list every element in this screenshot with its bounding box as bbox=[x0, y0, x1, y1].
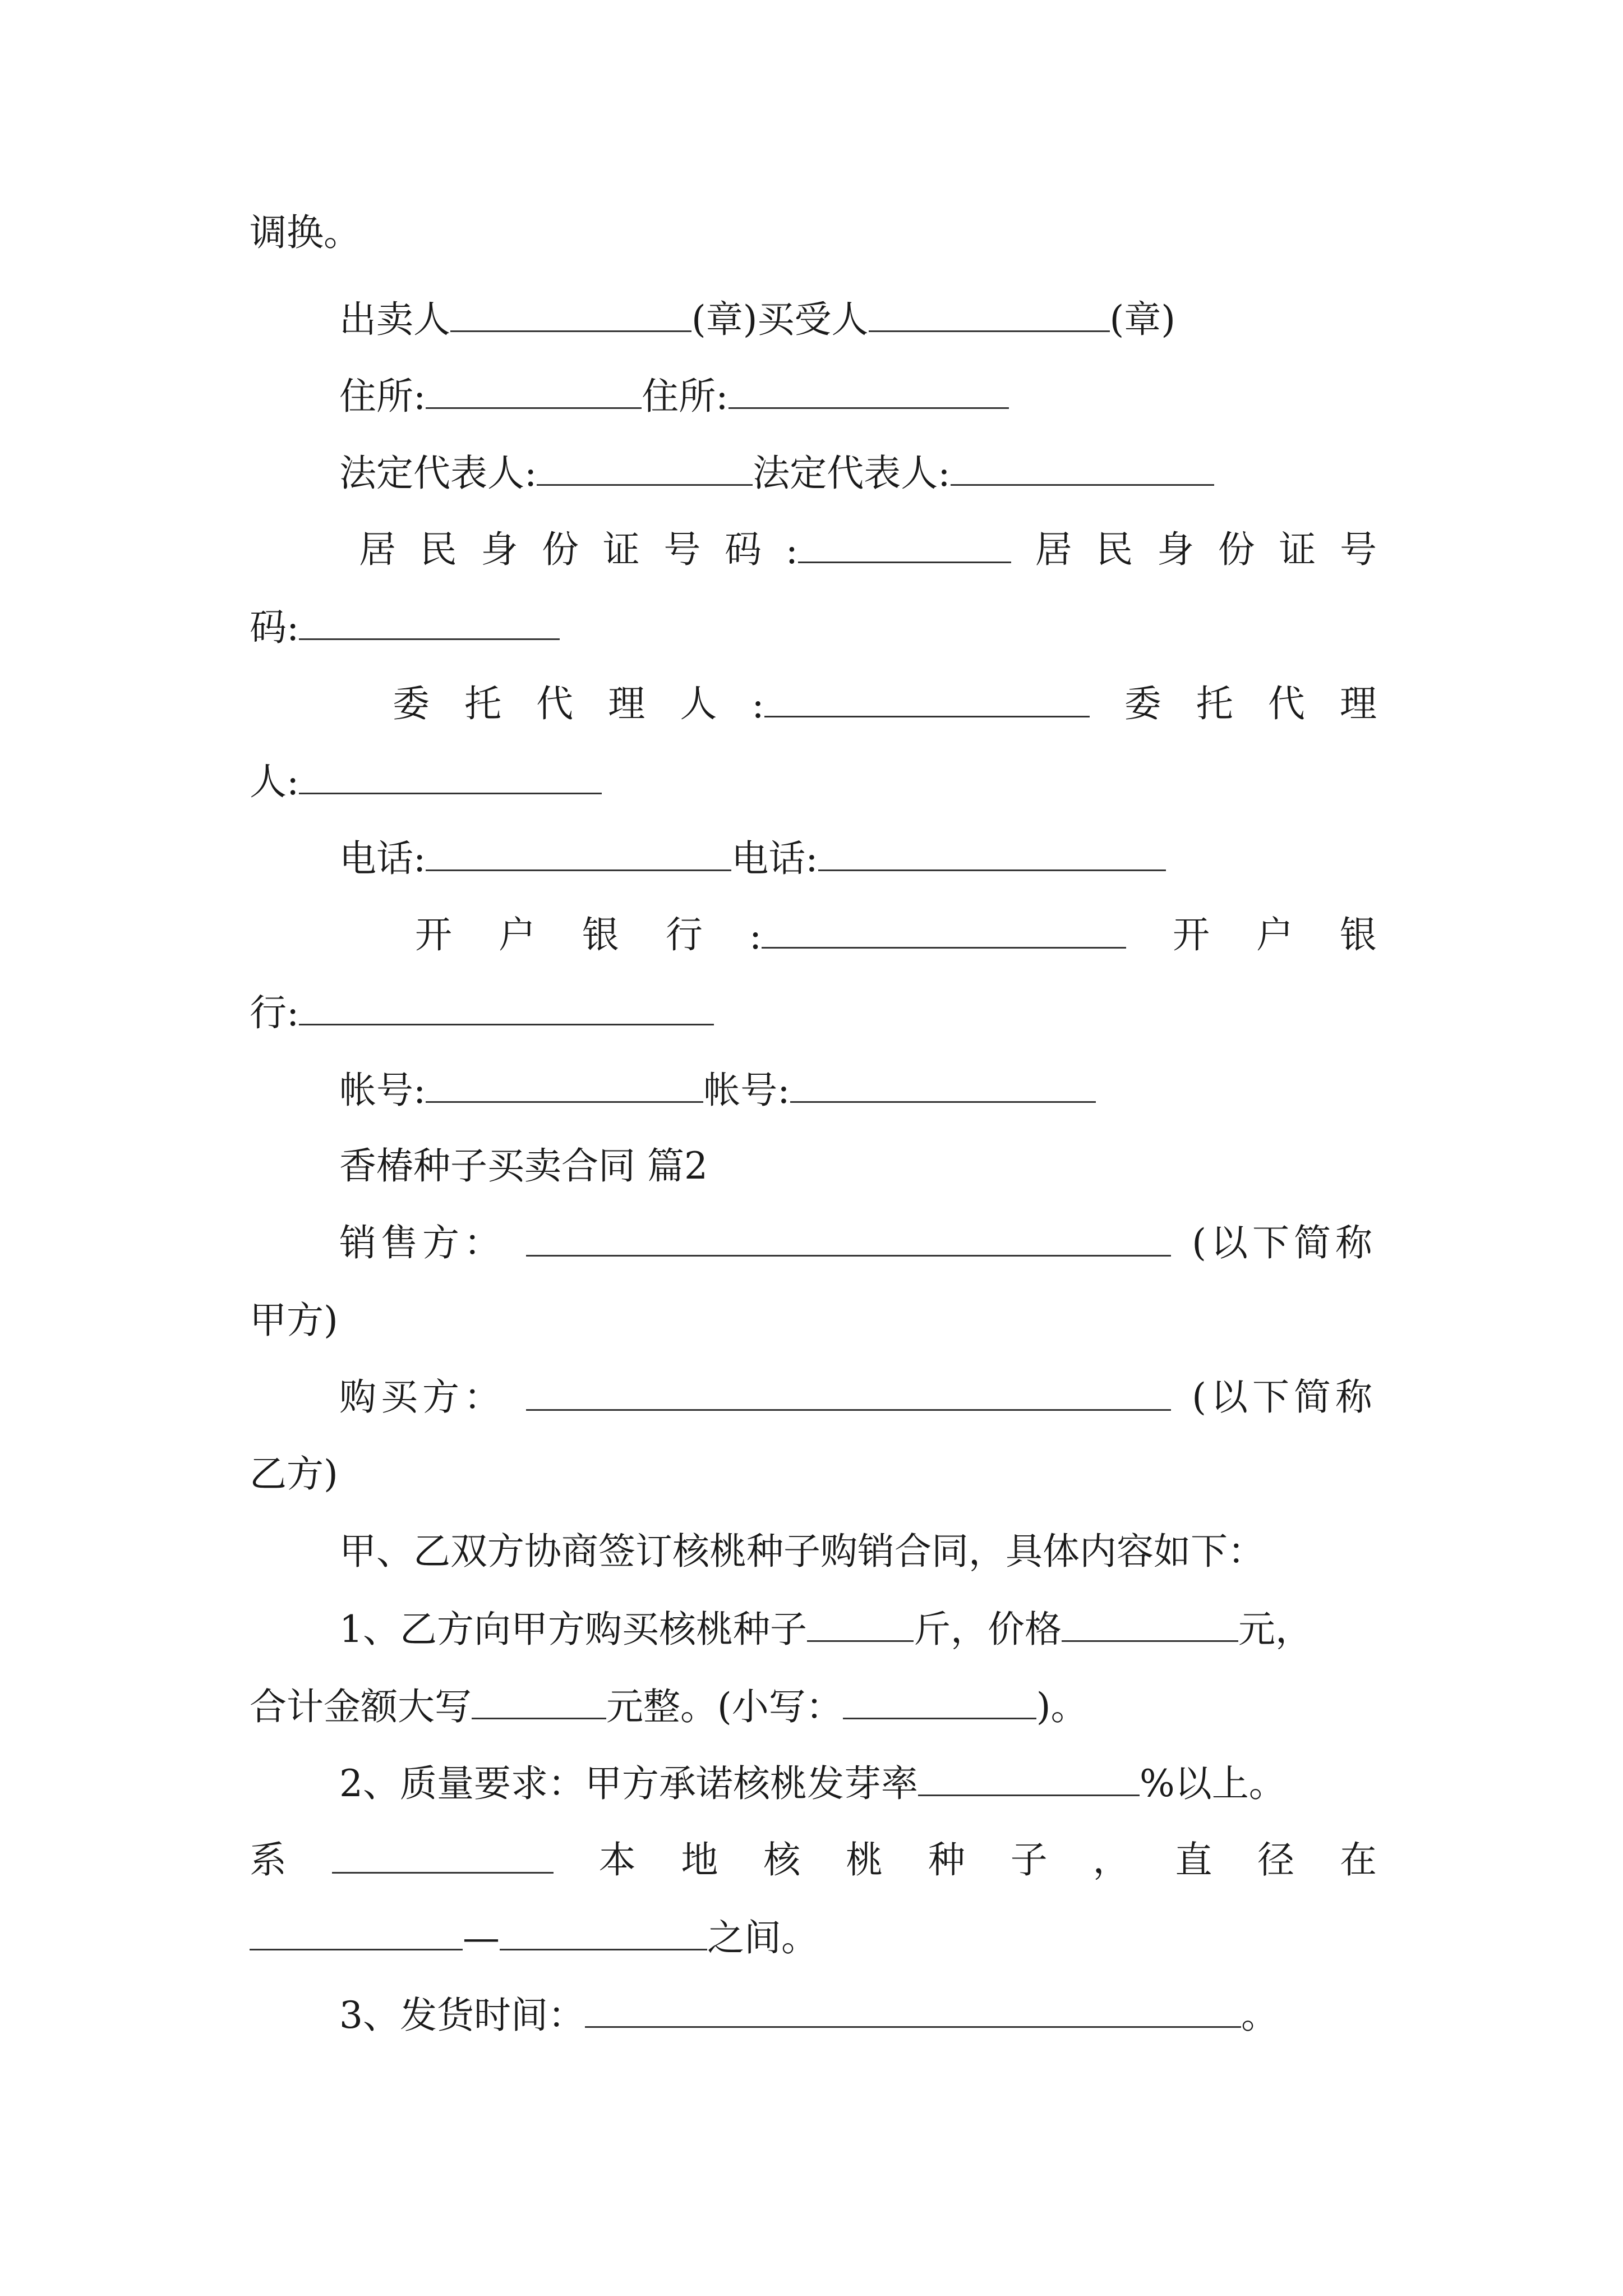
blank-field bbox=[790, 1064, 1096, 1103]
agent-line bbox=[393, 679, 1377, 729]
doc-char: 委 bbox=[1124, 682, 1161, 725]
doc-char: : bbox=[785, 529, 798, 572]
blank-field bbox=[728, 370, 1009, 409]
blank-field bbox=[299, 601, 560, 640]
doc-text: 帐号: bbox=[339, 1069, 426, 1112]
clause-1-line bbox=[339, 1603, 1312, 1654]
doc-text: 电话: bbox=[339, 837, 426, 880]
blank-field bbox=[426, 1064, 703, 1103]
clause-2-line bbox=[339, 1757, 1286, 1808]
buyer-party-line bbox=[339, 1372, 1377, 1423]
doc-text: )。 bbox=[1036, 1685, 1088, 1728]
doc-char: 委 bbox=[393, 682, 430, 725]
doc-char: : bbox=[751, 683, 764, 726]
doc-char: 民 bbox=[1096, 528, 1133, 571]
doc-text: (章)买受人 bbox=[691, 298, 869, 341]
doc-char: 开 bbox=[1173, 913, 1210, 956]
doc-line bbox=[250, 1449, 338, 1499]
blank-field bbox=[869, 293, 1110, 332]
address-line bbox=[339, 370, 1009, 421]
blank-field bbox=[807, 1603, 914, 1642]
doc-char: 证 bbox=[1279, 528, 1316, 571]
doc-char: 份 bbox=[1218, 528, 1255, 571]
doc-char: 理 bbox=[608, 682, 645, 725]
doc-char: 理 bbox=[1339, 682, 1377, 725]
clause-3-line bbox=[339, 1989, 1278, 2040]
doc-char: 号 bbox=[1339, 528, 1377, 571]
legal-rep-line bbox=[339, 447, 1214, 498]
doc-text: 2、质量要求：甲方承诺核桃发芽率 bbox=[339, 1762, 918, 1805]
doc-char: 径 bbox=[1257, 1838, 1295, 1881]
doc-char: 核 bbox=[763, 1838, 801, 1881]
doc-text: 出卖人 bbox=[339, 298, 450, 341]
doc-text: — bbox=[463, 1916, 500, 1959]
doc-char: 开 bbox=[415, 913, 452, 956]
doc-text: 法定代表人: bbox=[753, 452, 951, 495]
doc-char: 居 bbox=[1035, 528, 1072, 571]
doc-char: 码 bbox=[725, 528, 762, 571]
doc-text: (章) bbox=[1109, 298, 1175, 341]
doc-char: 子 bbox=[1010, 1838, 1048, 1881]
doc-text: 香椿种子买卖合同 篇2 bbox=[339, 1144, 708, 1188]
doc-char: 份 bbox=[542, 528, 579, 571]
doc-text: 斤，价格 bbox=[914, 1608, 1062, 1651]
doc-text: %以上。 bbox=[1140, 1762, 1286, 1805]
doc-char: 银 bbox=[582, 913, 619, 956]
doc-char: 户 bbox=[1256, 913, 1293, 956]
doc-text: 之间。 bbox=[707, 1916, 818, 1959]
seller-party-line bbox=[339, 1218, 1377, 1268]
doc-char: 系 bbox=[250, 1838, 287, 1881]
doc-char: 身 bbox=[1156, 528, 1194, 571]
doc-char: 托 bbox=[1196, 682, 1233, 725]
section-heading bbox=[339, 1141, 708, 1191]
doc-char: 号 bbox=[663, 528, 701, 571]
blank-field bbox=[299, 987, 714, 1025]
blank-field bbox=[798, 524, 1011, 563]
clause-2-variety-line bbox=[250, 1835, 1377, 1885]
doc-text: 。 bbox=[1241, 1994, 1278, 2037]
doc-text: 电话: bbox=[731, 837, 818, 880]
blank-field bbox=[426, 370, 642, 409]
blank-field bbox=[299, 756, 602, 794]
doc-char: 托 bbox=[464, 682, 502, 725]
seller-signature-line bbox=[339, 293, 1175, 344]
doc-text: 住所: bbox=[339, 375, 426, 418]
doc-text: 码: bbox=[250, 606, 299, 649]
doc-char: 桃 bbox=[846, 1838, 883, 1881]
doc-char: 在 bbox=[1339, 1838, 1377, 1881]
doc-text: 乙方) bbox=[250, 1452, 338, 1496]
blank-field bbox=[472, 1681, 606, 1719]
blank-field bbox=[585, 1989, 1241, 2028]
blank-field bbox=[500, 1912, 707, 1950]
id-number-line bbox=[359, 524, 1377, 575]
doc-char: ， bbox=[1092, 1838, 1130, 1881]
blank-field bbox=[450, 293, 691, 332]
clause-1-amount-line bbox=[250, 1681, 1088, 1731]
clause-2-diameter-line bbox=[250, 1912, 818, 1962]
blank-field bbox=[843, 1681, 1036, 1719]
doc-char: 代 bbox=[536, 682, 574, 725]
doc-char: 种 bbox=[928, 1838, 965, 1881]
blank-field bbox=[526, 1218, 1171, 1257]
doc-line bbox=[250, 987, 714, 1037]
doc-char: 直 bbox=[1175, 1838, 1212, 1881]
phone-line bbox=[339, 832, 1166, 883]
doc-char: 证 bbox=[602, 528, 640, 571]
blank-field bbox=[426, 832, 731, 871]
blank-field bbox=[764, 679, 1090, 717]
doc-line bbox=[250, 756, 602, 806]
doc-char: 本 bbox=[598, 1838, 636, 1881]
doc-text: 法定代表人: bbox=[339, 452, 537, 495]
doc-text: 合计金额大写 bbox=[250, 1685, 472, 1728]
doc-text: 行: bbox=[250, 991, 299, 1034]
blank-field bbox=[537, 447, 753, 486]
doc-char: 户 bbox=[498, 913, 536, 956]
doc-text: (以下简称 bbox=[1192, 1375, 1377, 1419]
blank-field bbox=[762, 910, 1126, 949]
blank-field bbox=[918, 1757, 1140, 1796]
doc-char: 居 bbox=[359, 528, 396, 571]
doc-text: 3、发货时间： bbox=[339, 1994, 585, 2037]
doc-char: 民 bbox=[419, 528, 457, 571]
doc-char: : bbox=[749, 914, 762, 958]
doc-text: 销售方： bbox=[339, 1221, 505, 1264]
blank-field bbox=[818, 832, 1166, 871]
doc-char: 身 bbox=[481, 528, 518, 571]
bank-line bbox=[415, 910, 1377, 960]
doc-char: 代 bbox=[1267, 682, 1305, 725]
doc-text: 1、乙方向甲方购买核桃种子 bbox=[339, 1608, 807, 1651]
doc-text: 元， bbox=[1238, 1608, 1312, 1651]
account-line bbox=[339, 1064, 1096, 1115]
doc-line bbox=[250, 1295, 338, 1346]
doc-text: 元整。(小写： bbox=[606, 1685, 843, 1728]
doc-text: 甲、乙双方协商签订核桃种子购销合同，具体内容如下： bbox=[339, 1530, 1265, 1573]
doc-text: 甲方) bbox=[250, 1299, 338, 1342]
doc-text: 调换。 bbox=[250, 211, 361, 254]
doc-text: 人: bbox=[250, 760, 299, 803]
doc-line bbox=[250, 601, 560, 652]
blank-field bbox=[332, 1835, 554, 1874]
blank-field bbox=[526, 1372, 1171, 1411]
doc-text: 帐号: bbox=[703, 1069, 790, 1112]
doc-char: 行 bbox=[665, 913, 703, 956]
doc-char: 银 bbox=[1339, 913, 1377, 956]
doc-line bbox=[339, 1526, 1265, 1577]
doc-text: 住所: bbox=[642, 375, 728, 418]
doc-text: 购买方： bbox=[339, 1375, 505, 1419]
doc-char: 地 bbox=[681, 1838, 718, 1881]
doc-text: (以下简称 bbox=[1192, 1221, 1377, 1264]
blank-field bbox=[1062, 1603, 1238, 1642]
blank-field bbox=[951, 447, 1214, 486]
blank-field bbox=[250, 1912, 463, 1950]
doc-char: 人 bbox=[680, 682, 717, 725]
doc-line bbox=[250, 208, 361, 258]
